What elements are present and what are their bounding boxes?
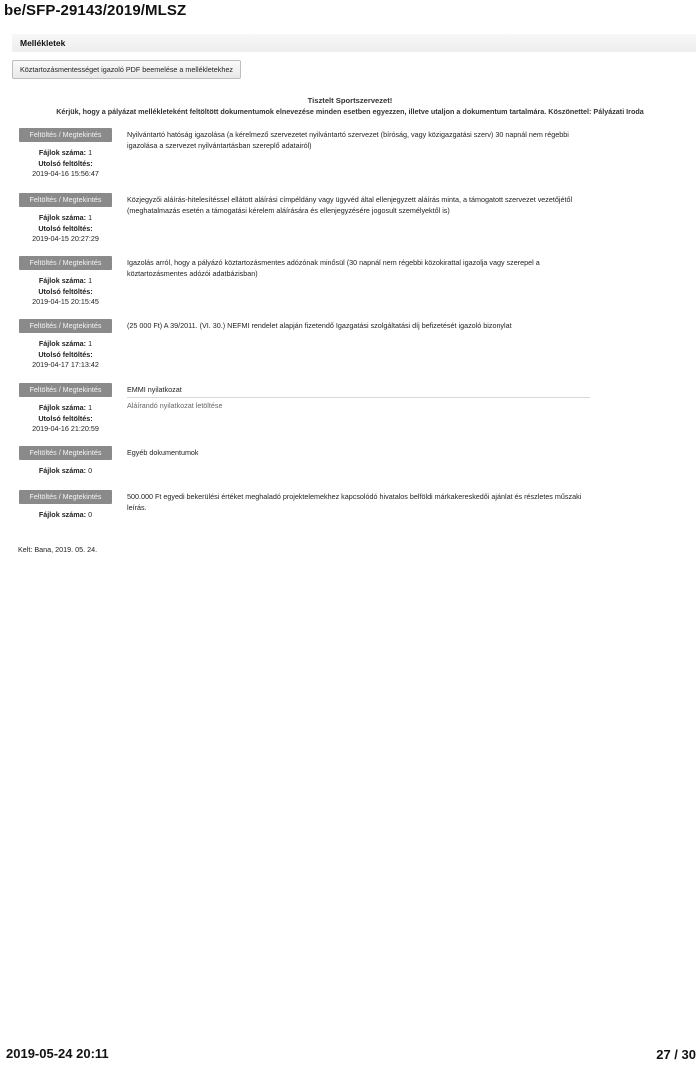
- files-count-label: Fájlok száma:: [38, 510, 87, 519]
- attachment-meta: [19, 403, 112, 435]
- files-count: 1: [88, 339, 93, 348]
- last-upload-time: 2019-04-16 15:56:47: [32, 169, 99, 178]
- last-upload-label: Utolsó feltöltés:: [38, 223, 93, 233]
- upload-view-button[interactable]: Feltöltés / Megtekintés: [19, 256, 112, 270]
- attachment-description: 500.000 Ft egyedi bekerülési értéket meghaladó projektelemekhez kapcsolódó hivatalos belföldi márkakereskedői ajánlat és részletes műszaki leírás.: [127, 492, 582, 512]
- last-upload-time: 2019-04-15 20:27:29: [32, 234, 99, 243]
- upload-view-button[interactable]: Feltöltés / Megtekintés: [19, 319, 112, 333]
- last-upload-time: 2019-04-16 21:20:59: [32, 424, 99, 433]
- download-declaration-link[interactable]: Aláírandó nyilatkozat letöltése: [127, 401, 223, 410]
- files-count: 1: [88, 403, 93, 412]
- last-upload-label: Utolsó feltöltés:: [38, 349, 93, 359]
- files-count: 1: [88, 276, 93, 285]
- page-number: 27 / 30: [656, 1047, 696, 1062]
- attachment-meta: [19, 466, 112, 477]
- files-count: 1: [88, 148, 93, 157]
- attachment-meta: [19, 148, 112, 180]
- notice-text: Kérjük, hogy a pályázat mellékleteként feltöltött dokumentumok elnevezése minden esetben egyezzen, illetve utaljon a dokumentum tartalmára. Köszönettel: Pályázati Iroda: [56, 107, 644, 116]
- attachment-description: Nyilvántartó hatóság igazolása (a kérelmező szervezetet nyilvántartó szervezet (bíróság, vagy közigazgatási szerv) 30 napnál nem régebbi igazolása a szervezet nyilvántartásban szereplő adatairól): [127, 130, 569, 150]
- upload-view-button[interactable]: Feltöltés / Megtekintés: [19, 490, 112, 504]
- upload-view-button[interactable]: Feltöltés / Megtekintés: [19, 128, 112, 142]
- files-count-label: Fájlok száma:: [38, 466, 87, 475]
- divider: [127, 397, 590, 398]
- upload-view-button[interactable]: Feltöltés / Megtekintés: [19, 383, 112, 397]
- attachment-meta: [19, 276, 112, 308]
- files-count-label: Fájlok száma:: [38, 213, 87, 222]
- attachments-section-header: [12, 34, 696, 52]
- attachment-meta: [19, 213, 112, 245]
- attachment-description: Igazolás arról, hogy a pályázó köztartozásmentes adózónak minősül (30 napnál nem régebbi közokirattal igazolja vagy szerepel a köztartozásmentes adózói adatbázisban): [127, 258, 540, 278]
- last-upload-label: Utolsó feltöltés:: [38, 413, 93, 423]
- files-count-label: Fájlok száma:: [38, 339, 87, 348]
- notice-greeting: Tisztelt Sportszervezet!: [307, 96, 393, 105]
- attachment-meta: [19, 510, 112, 521]
- attachment-description: (25 000 Ft) A 39/2011. (VI. 30.) NEFMI rendelet alapján fizetendő Igazgatási szolgáltatási díj befizetését igazoló bizonylat: [127, 321, 512, 330]
- merge-pdf-button[interactable]: Köztartozásmentességet igazoló PDF beemelése a mellékletekhez: [12, 60, 241, 79]
- print-timestamp: 2019-05-24 20:11: [6, 1046, 109, 1061]
- last-upload-time: 2019-04-15 20:15:45: [32, 297, 99, 306]
- files-count-label: Fájlok száma:: [38, 276, 87, 285]
- issue-place-date: Kelt: Bana, 2019. 05. 24.: [18, 545, 98, 554]
- upload-view-button[interactable]: Feltöltés / Megtekintés: [19, 446, 112, 460]
- last-upload-label: Utolsó feltöltés:: [38, 286, 93, 296]
- files-count: 0: [88, 466, 93, 475]
- last-upload-time: 2019-04-17 17:13:42: [32, 360, 99, 369]
- attachment-description: Egyéb dokumentumok: [127, 448, 199, 457]
- upload-view-button[interactable]: Feltöltés / Megtekintés: [19, 193, 112, 207]
- files-count-label: Fájlok száma:: [38, 148, 87, 157]
- attachment-description: Közjegyzői aláírás-hitelesítéssel ellátott aláírási címpéldány vagy ügyvéd által ellenjegyzett aláírás minta, a támogatott szervezet vezetőjétől (meghatalmazás esetén a támogatási kérelem aláírására és ellenjegyzésére jogosult személyektől is): [127, 195, 573, 215]
- files-count: 0: [88, 510, 93, 519]
- document-id: be/SFP-29143/2019/MLSZ: [4, 2, 187, 19]
- section-title: Mellékletek: [20, 38, 66, 48]
- files-count-label: Fájlok száma:: [38, 403, 87, 412]
- attachment-meta: [19, 339, 112, 371]
- attachment-description: EMMI nyilatkozat: [127, 385, 182, 394]
- last-upload-label: Utolsó feltöltés:: [38, 158, 93, 168]
- files-count: 1: [88, 213, 93, 222]
